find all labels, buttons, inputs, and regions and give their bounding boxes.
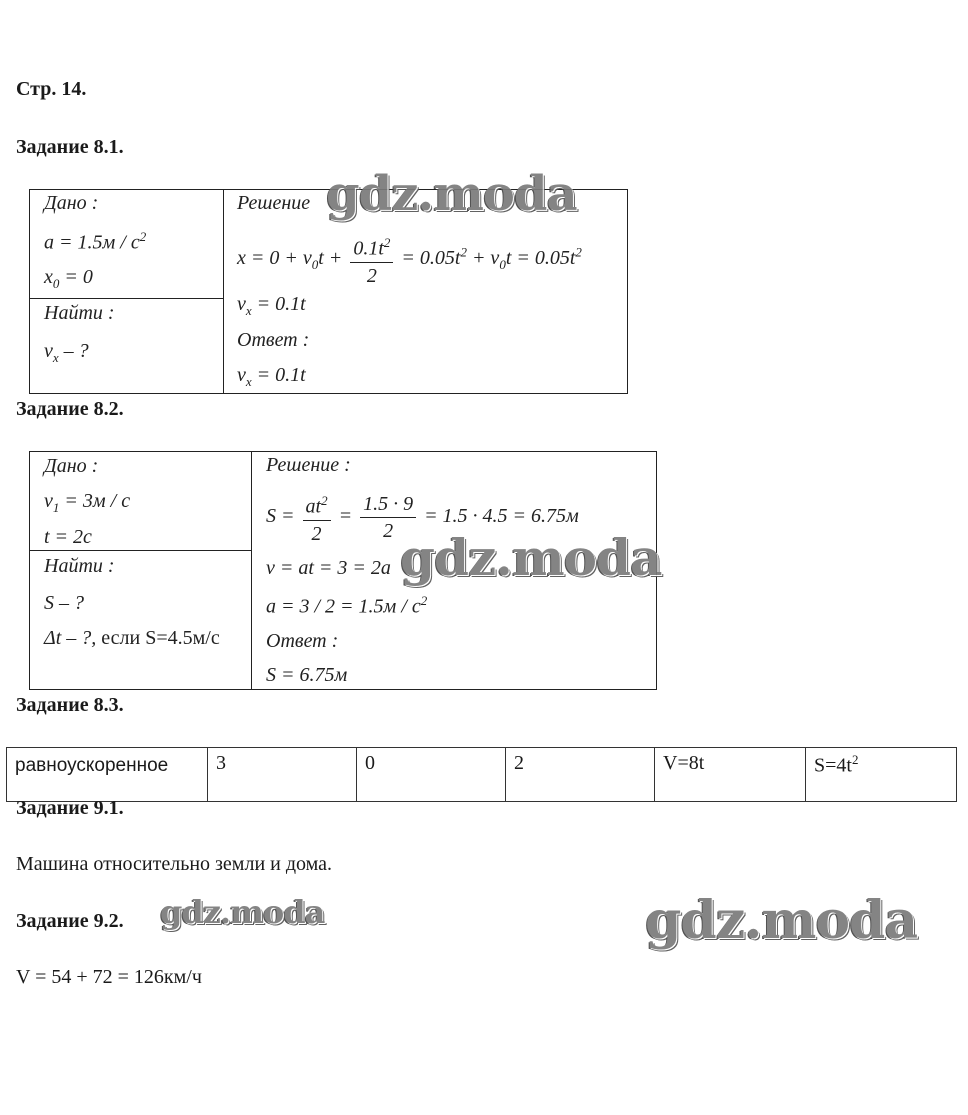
task-8-1-heading: Задание 8.1. (16, 136, 124, 158)
task-9-2-heading: Задание 9.2. (16, 910, 124, 932)
solution-title: Решение (237, 192, 311, 214)
table-cell-velocity0: 3 (208, 748, 357, 802)
task-9-1-heading: Задание 9.1. (16, 797, 124, 819)
watermark-logo: gdz.moda (645, 890, 918, 951)
answer-title: Ответ : (237, 329, 310, 351)
equation-position: $x = 0 + v_0t$ + $\frac{0.1t^2}{2}$ = $0.05t^2 + v_0t = 0.05t^2$ (237, 230, 582, 289)
page-label: Стр. 14. (16, 78, 87, 100)
task-8-3-heading: Задание 8.3. (16, 694, 124, 716)
answer-title: Ответ : (266, 630, 339, 652)
table-cell-x0: 0 (357, 748, 506, 802)
task-8-1-given-divider (29, 298, 223, 299)
equation-distance: S = $\frac{at^2}{2}$ = $\frac{1.5 \cdot 9}{2}$ = 1.5 · 4.5 = 6.75м (266, 488, 579, 547)
given-time: t = 2с (44, 526, 92, 548)
table-cell-acceleration: 2 (506, 748, 655, 802)
answer-value: S = 6.75м (266, 664, 348, 686)
find-delta-t: Δt – ?, если S=4.5м/с (44, 627, 220, 649)
task-8-2-divider (251, 451, 252, 689)
task-9-2-answer: V = 54 + 72 = 126км/ч (16, 966, 202, 988)
equation-acceleration: $a = 3 / 2 = 1.5м / с^2$ (266, 593, 428, 618)
answer-value: $v_x = 0.1t$ (237, 364, 306, 389)
given-velocity: $v_1 = 3м / с$ (44, 490, 131, 515)
given-title: Дано : (44, 455, 99, 477)
task-8-2-given-divider (29, 550, 251, 551)
task-8-1-divider (223, 189, 224, 393)
watermark-logo: gdz.moda (160, 893, 325, 931)
table-cell-velocity-eq: V=8t (655, 748, 806, 802)
given-x0: $x_0 = 0$ (44, 266, 93, 291)
find-title: Найти : (44, 555, 115, 577)
find-title: Найти : (44, 302, 115, 324)
motion-table (6, 747, 957, 802)
given-title: Дано : (44, 192, 99, 214)
equation-velocity: v = at = 3 = 2a (266, 557, 391, 579)
solution-title: Решение : (266, 454, 351, 476)
task-9-1-answer: Машина относительно земли и дома. (16, 853, 333, 875)
table-cell-motion-type: равноускоренное (7, 748, 208, 802)
watermark-logo: gdz.moda (400, 528, 662, 587)
given-acceleration: $a = 1.5м / с^2$ (44, 229, 147, 254)
table-row (7, 748, 957, 802)
find-distance: S – ? (44, 592, 84, 614)
find-vx: $v_x$ – ? (44, 340, 89, 365)
watermark-logo: gdz.moda (326, 166, 577, 222)
equation-velocity: $v_x = 0.1t$ (237, 293, 306, 318)
table-cell-distance-eq: $S=4t^2$ (806, 748, 957, 802)
task-8-2-heading: Задание 8.2. (16, 398, 124, 420)
